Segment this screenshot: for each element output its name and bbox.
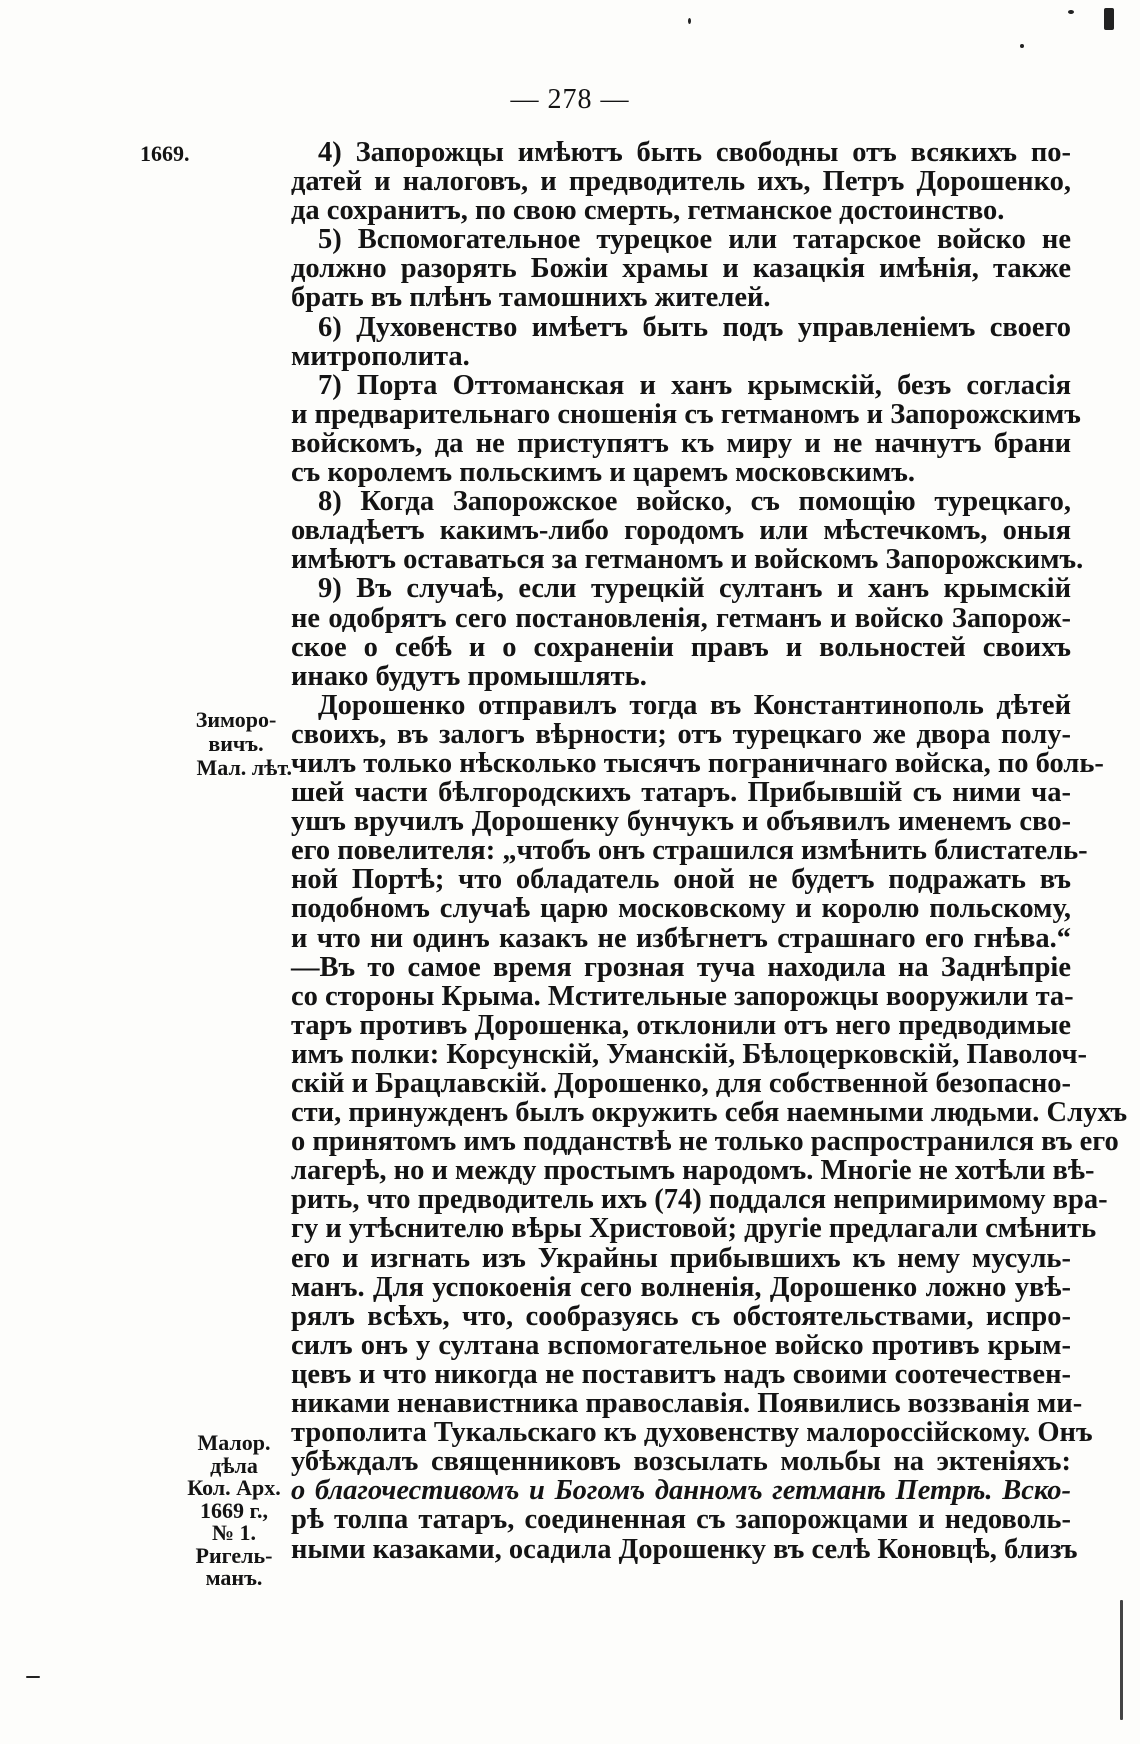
text-line: со стороны Крыма. Мстительные запорожцы вооружили та- [291, 980, 1074, 1012]
text-line-italic: о благочестивомъ и Богомъ данномъ гетманѣ Петрѣ. Вско- [291, 1475, 1071, 1507]
margin-note-line: Малор. [197, 1430, 271, 1455]
text-line: имъ полки: Корсунскій, Уманскій, Бѣлоцерковскій, Паволоч- [291, 1038, 1088, 1070]
text-line: ными казаками, осадила Дорошенку въ селѣ Коновцѣ, близъ [291, 1533, 1078, 1565]
scan-speck [26, 1676, 40, 1678]
text-line: войскомъ, да не приступятъ къ миру и не начнутъ брани [291, 427, 1071, 459]
text-line: 4) Запорожцы имѣютъ быть свободны отъ всякихъ по- [318, 137, 1071, 168]
text-line: —Въ то самое время грозная туча находила на Заднѣпріе [291, 951, 1071, 983]
text-line: рѣ толпа татаръ, соединенная съ запорожцами и недоволь- [291, 1504, 1071, 1536]
text-line: имѣютъ оставаться за гетманомъ и войскомъ Запорожскимъ. [291, 544, 1084, 576]
margin-note-line: дѣла [210, 1452, 258, 1478]
margin-note-line: 1669 г., [199, 1497, 268, 1523]
text-line: манъ. Для успокоенія сего волненія, Дорошенко ложно увѣ- [291, 1271, 1071, 1303]
text-line: инако будутъ промышлять. [291, 660, 647, 692]
text-line: лагерѣ, но и между простымъ народомъ. Многіе не хотѣли вѣ- [291, 1155, 1095, 1187]
text-line: шей части бѣлгородскихъ татаръ. Прибывшій съ ними ча- [291, 777, 1071, 809]
text-line: 9) Въ случаѣ, если турецкій султанъ и ханъ крымскій [318, 573, 1071, 605]
scan-speck [1068, 10, 1074, 14]
margin-note-line: Кол. Арх. [187, 1475, 281, 1500]
margin-note-archive [176, 1432, 292, 1590]
text-line: трополита Тукальскаго къ духовенству малороссійскому. Онъ [291, 1417, 1093, 1449]
text-line: силъ онъ у султана вспомогательное войско противъ крым- [291, 1329, 1071, 1361]
text-line: и предварительнаго сношенія съ гетманомъ и Запорожскимъ [291, 398, 1081, 430]
text-line: чилъ только нѣсколько тысячъ пограничнаго войска, по боль- [291, 747, 1104, 779]
text-line: ной Портѣ; что обладатель оной не будетъ подражать въ [291, 864, 1071, 896]
margin-note-line: Ригель- [195, 1542, 273, 1568]
text-line: гу и утѣснителю вѣры Христовой; другіе предлагали смѣнить [291, 1213, 1097, 1245]
margin-note-line: Мал. лѣт. [196, 755, 292, 780]
margin-note-line: № 1. [211, 1520, 257, 1545]
text-line: брать въ плѣнъ тамошнихъ жителей. [291, 282, 771, 314]
text-line: его повелителя: „чтобъ онъ страшился измѣнить блистатель- [291, 835, 1088, 867]
text-line: 5) Вспомогательное турецкое или татарское войско не [318, 224, 1071, 256]
text-line: 8) Когда Запорожское войско, съ помощію турецкаго, [318, 486, 1071, 518]
text-line: рялъ всѣхъ, что, сообразуясь съ обстоятельствами, испро- [291, 1300, 1071, 1332]
margin-note-line: Зиморо- [195, 707, 277, 732]
text-line: ушъ вручилъ Дорошенку бунчукъ и объявилъ именемъ сво- [291, 806, 1071, 838]
margin-note-year: 1669. [140, 141, 190, 166]
text-line: его и изгнать изъ Украйны прибывшихъ къ нему мусуль- [291, 1242, 1071, 1274]
margin-note-zimorovich [180, 708, 292, 780]
text-line: ское о себѣ и о сохраненіи правъ и вольностей своихъ [291, 631, 1071, 663]
text-line: убѣждалъ священниковъ возсылать мольбы на эктеніяхъ: [291, 1446, 1071, 1478]
text-line: рить, что предводитель ихъ (74) поддался непримиримому вра- [291, 1184, 1108, 1216]
scan-speck [1120, 1600, 1123, 1720]
scan-speck [1020, 44, 1024, 48]
margin-note-line: вичъ. [208, 731, 264, 756]
text-line: подобномъ случаѣ царю московскому и королю польскому, [291, 893, 1071, 925]
text-line: о принятомъ имъ подданствѣ не только распространился въ его [291, 1126, 1119, 1158]
text-line: датей и налоговъ, и предводитель ихъ, Петръ Дорошенко, [291, 166, 1071, 198]
text-line: должно разорять Божіи храмы и казацкія имѣнія, также [291, 253, 1071, 285]
text-line: и что ни одинъ казакъ не избѣгнетъ страшнаго его гнѣва.“ [291, 922, 1071, 954]
text-line: съ королемъ польскимъ и царемъ московскимъ. [291, 457, 915, 489]
text-line: своихъ, въ залогъ вѣрности; отъ турецкаго же двора полу- [291, 718, 1071, 750]
page-number: — 278 — [510, 84, 630, 115]
text-line: митрополита. [291, 340, 470, 372]
text-line: скій и Брацлавскій. Дорошенко, для собственной безопасно- [291, 1068, 1071, 1099]
scan-speck [1104, 8, 1114, 30]
text-line: овладѣетъ какимъ-либо городомъ или мѣстечкомъ, оныя [291, 515, 1071, 547]
scan-speck [688, 18, 691, 24]
body-text [291, 137, 1128, 1565]
text-line: Дорошенко отправилъ тогда въ Константинополь дѣтей [318, 689, 1071, 721]
margin-note-line: манъ. [205, 1565, 263, 1590]
text-line: не одобрятъ сего постановленія, гетманъ и войско Запорож- [291, 602, 1071, 634]
text-line: 7) Порта Оттоманская и ханъ крымскій, безъ согласія [318, 369, 1071, 401]
text-line: цевъ и что никогда не поставитъ надъ своими соотечествен- [291, 1358, 1071, 1390]
text-line: да сохранитъ, по свою смерть, гетманское достоинство. [291, 195, 1005, 227]
text-line: никами ненавистника православія. Появились воззванія ми- [291, 1388, 1083, 1420]
text-line: сти, принужденъ былъ окружить себя наемными людьми. Слухъ [291, 1097, 1128, 1129]
text-line: таръ противъ Дорошенка, отклонили отъ него предводимые [291, 1009, 1071, 1041]
text-line: 6) Духовенство имѣетъ быть подъ управленіемъ своего [318, 311, 1071, 343]
